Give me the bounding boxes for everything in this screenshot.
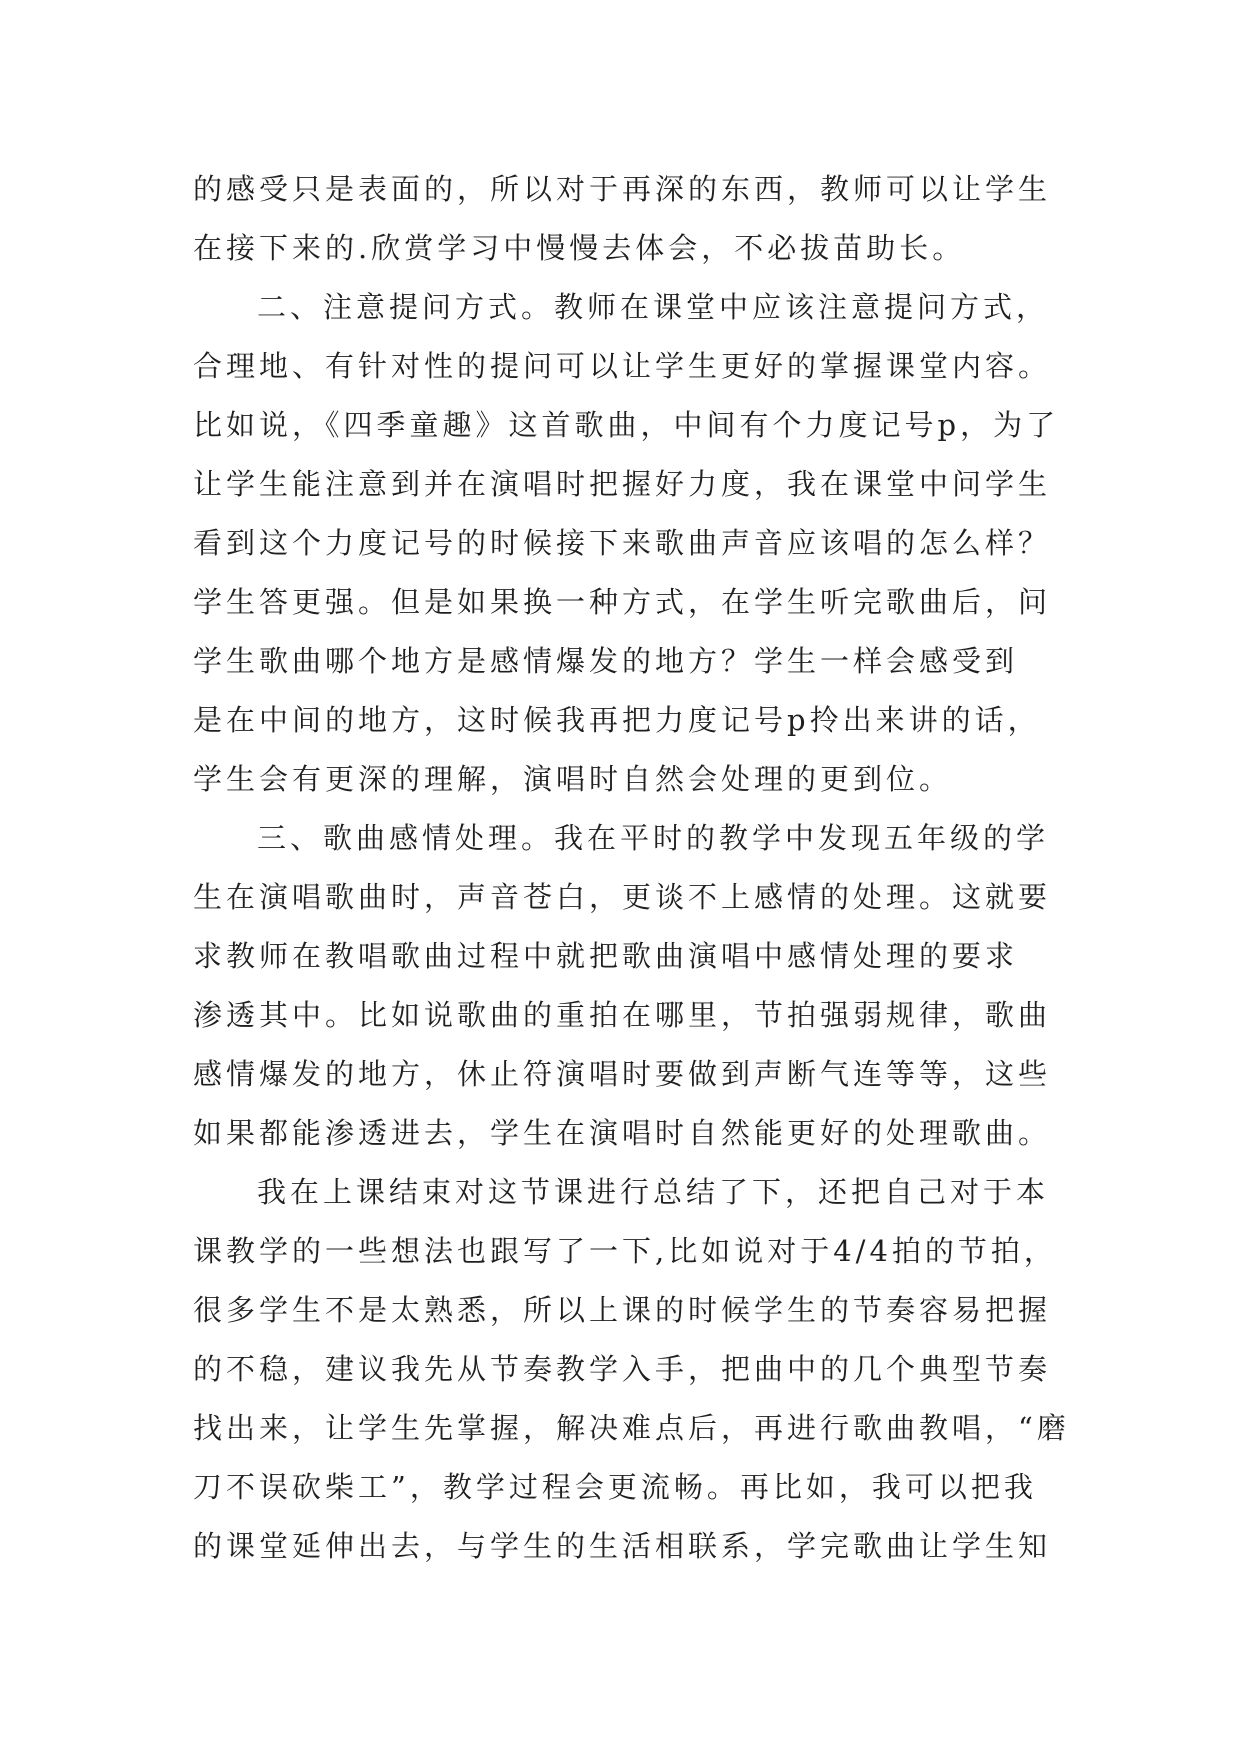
text-line: 的感受只是表面的，所以对于再深的东西，教师可以让学生 (193, 172, 1052, 206)
text-line: 如果都能渗透进去，学生在演唱时自然能更好的处理歌曲。 (193, 1116, 1052, 1150)
text-line: 是在中间的地方，这时候我再把力度记号p拎出来讲的话， (193, 703, 1041, 737)
text-line: 的不稳，建议我先从节奏教学入手，把曲中的几个典型节奏 (193, 1352, 1052, 1386)
text-line: 看到这个力度记号的时候接下来歌曲声音应该唱的怎么样？ (193, 526, 1052, 560)
paragraph-start-line: 三、歌曲感情处理。我在平时的教学中发现五年级的学 (257, 821, 1050, 855)
text-line: 比如说，《四季童趣》这首歌曲，中间有个力度记号p，为了 (193, 408, 1060, 442)
text-line: 在接下来的.欣赏学习中慢慢去体会，不必拔苗助长。 (193, 231, 966, 265)
text-line: 找出来，让学生先掌握，解决难点后，再进行歌曲教唱，“磨 (193, 1411, 1070, 1445)
paragraph-start-line: 二、注意提问方式。教师在课堂中应该注意提问方式， (257, 290, 1050, 324)
text-line: 的课堂延伸出去，与学生的生活相联系，学完歌曲让学生知 (193, 1529, 1052, 1563)
text-line: 学生歌曲哪个地方是感情爆发的地方？学生一样会感受到 (193, 644, 1019, 678)
text-line: 课教学的一些想法也跟写了一下,比如说对于4/4拍的节拍， (193, 1234, 1057, 1268)
text-line: 让学生能注意到并在演唱时把握好力度，我在课堂中问学生 (193, 467, 1052, 501)
text-line: 感情爆发的地方，休止符演唱时要做到声断气连等等，这些 (193, 1057, 1052, 1091)
text-line: 求教师在教唱歌曲过程中就把歌曲演唱中感情处理的要求 (193, 939, 1019, 973)
paragraph-start-line: 我在上课结束对这节课进行总结了下，还把自己对于本 (257, 1175, 1050, 1209)
text-line: 学生答更强。但是如果换一种方式，在学生听完歌曲后，问 (193, 585, 1052, 619)
document-body (193, 160, 1073, 1576)
text-line: 渗透其中。比如说歌曲的重拍在哪里，节拍强弱规律，歌曲 (193, 998, 1052, 1032)
text-line: 生在演唱歌曲时，声音苍白，更谈不上感情的处理。这就要 (193, 880, 1052, 914)
text-line: 很多学生不是太熟悉，所以上课的时候学生的节奏容易把握 (193, 1293, 1052, 1327)
text-line: 学生会有更深的理解，演唱时自然会处理的更到位。 (193, 762, 953, 796)
text-line: 刀不误砍柴工”，教学过程会更流畅。再比如，我可以把我 (193, 1470, 1037, 1504)
text-line: 合理地、有针对性的提问可以让学生更好的掌握课堂内容。 (193, 349, 1052, 383)
